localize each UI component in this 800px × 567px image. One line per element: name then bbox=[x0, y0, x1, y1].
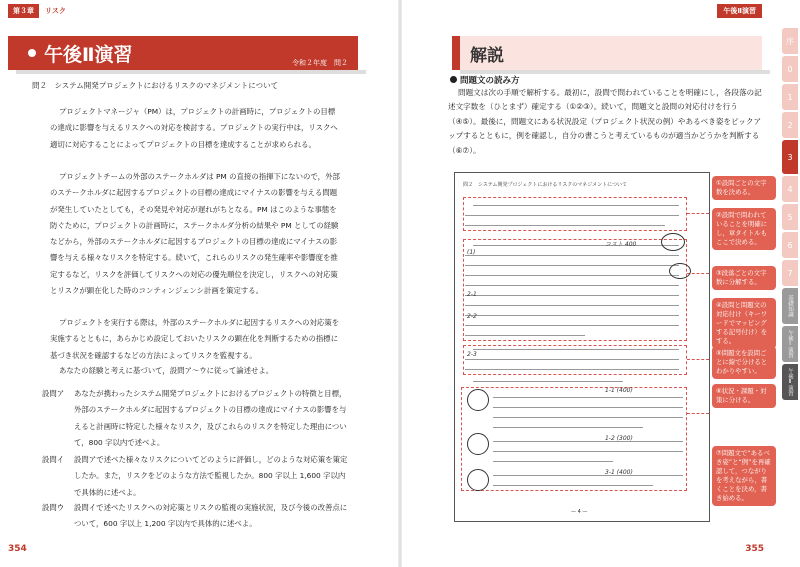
question-c bbox=[42, 500, 348, 533]
paragraph-1: プロジェクトマネージャ（PM）は，プロジェクトの計画時に，プロジェクトの目標の達成に影響を与えるリスクへの対応を検討する。プロジェクトの実行中は，リスクへ適切に対応することによってプロジェクトの目標を達成することが求められる。 bbox=[50, 107, 338, 149]
question-c-label: 設問ウ bbox=[42, 503, 65, 512]
callout-2: ②設問で問われていることを明確にし，章タイトルもここで決める。 bbox=[712, 208, 776, 250]
section-heading: 問題文の読み方 bbox=[450, 74, 520, 86]
tab-4[interactable]: 4 bbox=[782, 176, 798, 202]
callout-5: ⑤問題文を設問ごとに線で分けるとわかりやすい。 bbox=[712, 346, 776, 379]
tab-0[interactable]: 0 bbox=[782, 56, 798, 82]
question-b-label: 設問イ bbox=[42, 455, 65, 464]
chapter-tabs[interactable] bbox=[782, 28, 798, 402]
tab-6[interactable]: 6 bbox=[782, 232, 798, 258]
exam-tag: 令和２年度 問２ bbox=[292, 59, 348, 67]
chapter-tag: 第３章 bbox=[8, 4, 39, 18]
callout-7: ⑦問題文で“あるべき姿”と“例”を再確認して，つながりを考えながら，書くことを決め，書き始める。 bbox=[712, 446, 776, 506]
figure-page-marker: — 4 — bbox=[571, 509, 588, 515]
bullet-icon bbox=[450, 76, 457, 83]
right-page bbox=[402, 0, 800, 567]
tab-3[interactable]: 3 bbox=[782, 140, 798, 174]
tab-1[interactable]: 1 bbox=[782, 84, 798, 110]
left-page bbox=[0, 0, 398, 567]
explanation-title: 解説 bbox=[470, 45, 504, 66]
paragraph-4: あなたの経験と考えに基づいて，設問ア～ウに従って論述せよ。 bbox=[59, 366, 274, 375]
question-c-text: 設問イで述べたリスクへの対応策とリスクの監視の実施状況，及び今後の改善点について，600 字以上 1,200 字以内で具体的に述べよ。 bbox=[74, 503, 348, 529]
question-heading: 問２ システム開発プロジェクトにおけるリスクのマネジメントについて bbox=[32, 81, 279, 90]
annotated-problem-figure: 問２ システム開発プロジェクトにおけるリスクのマネジメントについて (1) 2-1 2-2 2-3 コスト 400 1-1 (400) 1-2 (300) 3-1 (400) — 4 — bbox=[454, 172, 710, 522]
explanation-body: 問題文は次の手順で解析する。最初に，設問で問われていることを明確にし，各段落の記述文字数を（ひとまず）確定する（①②③）。続いて，問題文と設問の対応付けを行う（④⑤）。最後に，問題文にある状況設定（プロジェクト状況の例）やあるべき姿をピックアップするとともに，例を確認し，自分の書こうと考えているものが適当かどうかを判断する（⑥⑦）。 bbox=[448, 88, 762, 155]
section-tag: リスク bbox=[45, 7, 66, 15]
callout-1: ①設問ごとの文字数を決める。 bbox=[712, 176, 776, 200]
callout-4: ④設問と問題文の対応付け（キーワードでマッピングする記号付け）をする。 bbox=[712, 298, 776, 349]
tab-pm2[interactable]: 午後Ⅱ演習 bbox=[782, 364, 798, 400]
paragraph-3: プロジェクトを実行する際は，外部のステークホルダに起因するリスクへの対応策を実施するとともに，あらかじめ設定しておいたリスクの顕在化を判断するための指標に基づき状況を確認するなどの方法によってリスクを監視する。 bbox=[50, 318, 340, 360]
callout-3: ③段落ごとの文字数に分解する。 bbox=[712, 266, 776, 290]
question-b-text: 設問アで述べた様々なリスクについてどのように評価し，どのような対応策を策定したか。また，リスクをどのような方法で監視したか。800 字以上 1,600 字以内で具体的に述べよ。 bbox=[74, 455, 348, 497]
tab-2[interactable]: 2 bbox=[782, 112, 798, 138]
tab-preface[interactable]: 序 bbox=[782, 28, 798, 54]
question-a-text: あなたが携わったシステム開発プロジェクトにおけるプロジェクトの特徴と目標，外部のステークホルダに起因するプロジェクトの目標の達成にマイナスの影響を与えると計画時に特定した様々なリスク，及びこれらのリスクを特定した理由について，800 字以内で述べよ。 bbox=[74, 389, 347, 447]
page-number-right: 355 bbox=[745, 544, 764, 554]
callout-6: ⑥状況・課題・対策に分ける。 bbox=[712, 384, 776, 408]
tab-7[interactable]: 7 bbox=[782, 260, 798, 286]
figure-header: 問２ システム開発プロジェクトにおけるリスクのマネジメントについて bbox=[463, 182, 628, 188]
tab-pm1[interactable]: 午後Ⅰ演習 bbox=[782, 326, 798, 362]
question-b bbox=[42, 452, 348, 501]
tab-basics[interactable]: 基礎知識 bbox=[782, 288, 798, 324]
page-number-left: 354 bbox=[8, 544, 27, 554]
question-a bbox=[42, 386, 348, 451]
question-a-label: 設問ア bbox=[42, 389, 65, 398]
tab-5[interactable]: 5 bbox=[782, 204, 798, 230]
explanation-banner bbox=[452, 36, 762, 70]
running-header-right: 午後Ⅱ演習 bbox=[717, 4, 762, 18]
paragraph-2: プロジェクトチームの外部のステークホルダは PM の直接の指揮下にないので，外部のステークホルダに起因するプロジェクトの目標の達成にマイナスの影響を与える問題が発生していたとしても，その発見や対応が遅れがちとなる。PM はこのような事態を防ぐために，プロジェクトの計画時に，ステークホルダ分析の結果や PM としての経験などから，外部のステークホルダに起因するプロジェクトの目標の達成にマイナスの影響を与える様々なリスクを特定する。続いて，これらのリスクの発生確率や影響度を推定するなど，リスクを評価してリスクへの対応の優先順位を決定し，リスクへの対応策とリスクが顕在化した時のコンティンジェンシ計画を策定する。 bbox=[50, 172, 340, 296]
title-bullet-icon bbox=[28, 49, 36, 57]
page-title: 午後Ⅱ演習 bbox=[44, 43, 133, 66]
running-header-left bbox=[8, 4, 66, 18]
